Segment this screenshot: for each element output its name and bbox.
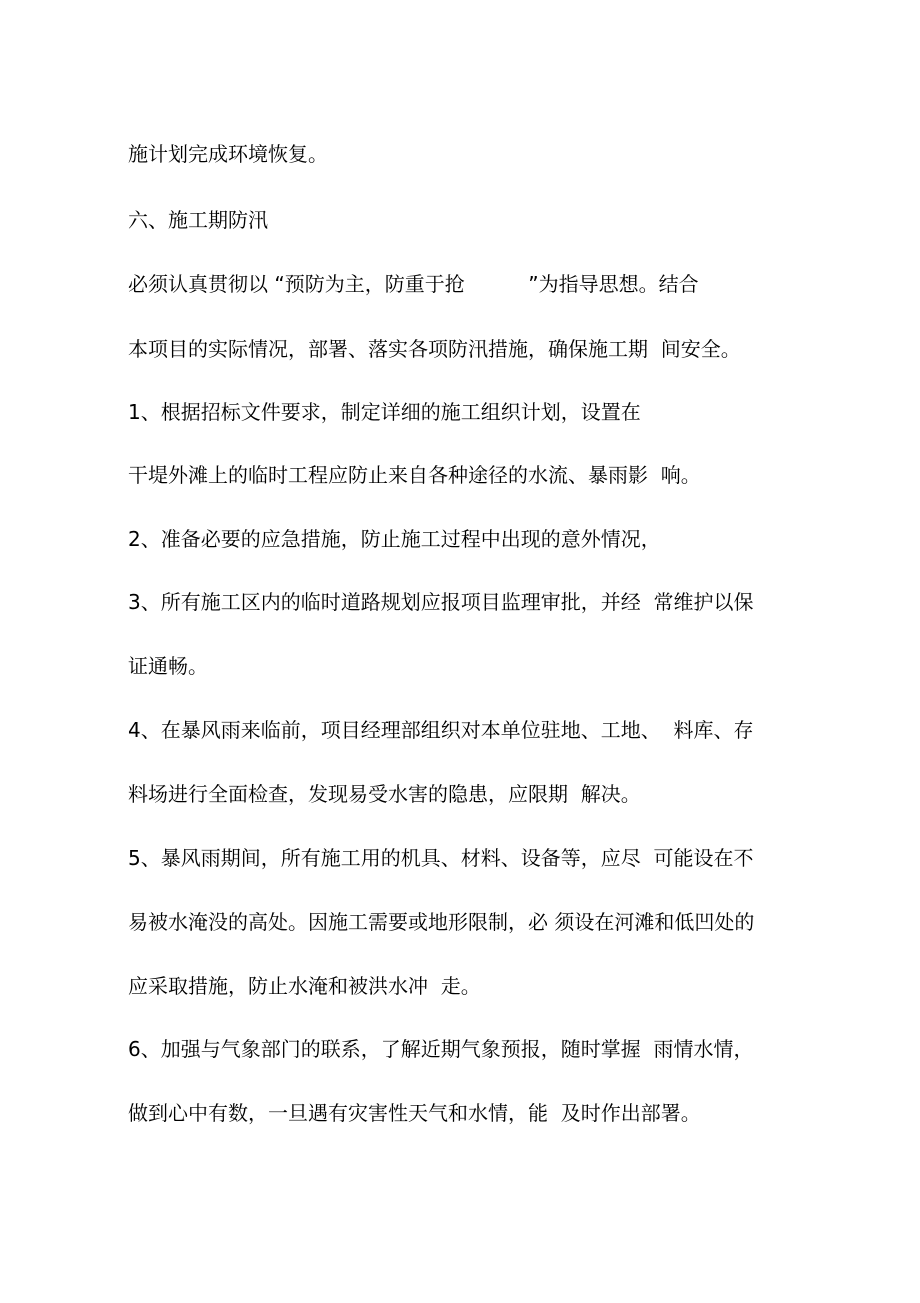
list-item-3-continued: 证通畅。 (128, 654, 208, 678)
list-item-5-continued-2: 应采取措施，防止水淹和被洪水冲 走。 (128, 974, 481, 998)
text-line-4: 本项目的实际情况，部署、落实各项防汛措施，确保施工期 间安全。 (128, 337, 741, 361)
list-item-4-continued: 料场进行全面检查，发现易受水害的隐患，应限期 解决。 (128, 782, 641, 806)
text-line-3: 必须认真贯彻以 “预防为主，防重于抢 ”为指导思想。结合 (128, 272, 699, 296)
list-item-3: 3、所有施工区内的临时道路规划应报项目监理审批，并经 常维护以保 (128, 590, 754, 614)
list-item-1: 1、根据招标文件要求，制定详细的施工组织计划，设置在 (128, 400, 641, 424)
section-heading: 六、施工期防汛 (128, 208, 268, 232)
list-item-6-continued: 做到心中有数，一旦遇有灾害性天气和水情，能 及时作出部署。 (128, 1101, 701, 1125)
list-item-1-continued: 干堤外滩上的临时工程应防止来自各种途径的水流、暴雨影 响。 (128, 463, 701, 487)
list-item-5-continued-1: 易被水淹没的高处。因施工需要或地形限制，必 须设在河滩和低凹处的 (128, 910, 755, 934)
list-item-2: 2、准备必要的应急措施，防止施工过程中出现的意外情况， (128, 527, 661, 551)
list-item-5: 5、暴风雨期间，所有施工用的机具、材料、设备等，应尽 可能设在不 (128, 846, 754, 870)
list-item-6: 6、加强与气象部门的联系，了解近期气象预报，随时掌握 雨情水情， (128, 1037, 754, 1061)
text-line-1: 施计划完成环境恢复。 (128, 142, 328, 166)
list-item-4: 4、在暴风雨来临前，项目经理部组织对本单位驻地、工地、 料库、存 (128, 718, 754, 742)
